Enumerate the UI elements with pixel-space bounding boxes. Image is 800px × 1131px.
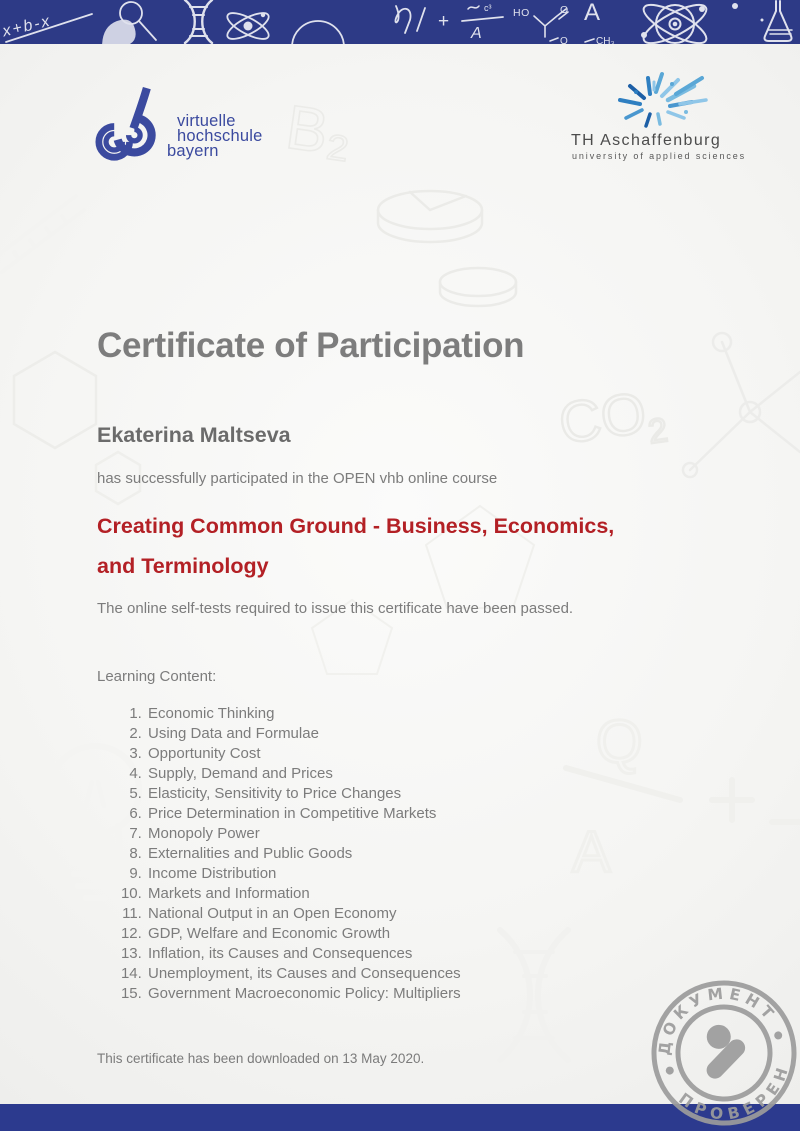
learning-content-item: 7. Monopoly Power — [146, 824, 461, 844]
co2-doodle: $CO_2$ — [555, 379, 670, 457]
learning-content-item: 11. National Output in an Open Economy — [146, 904, 461, 924]
th-logo-subtitle: university of applied sciences — [572, 151, 747, 161]
squiggle-doodle — [395, 6, 425, 33]
atom-icon — [224, 8, 272, 44]
network-doodle — [683, 333, 800, 477]
circle-doodle — [292, 21, 344, 44]
learning-content-item: 6. Price Determination in Competitive Markets — [146, 804, 461, 824]
passed-note: The online self-tests required to issue this certificate have been passed. — [97, 600, 574, 617]
svg-text:O: O — [560, 4, 569, 16]
ruler-doodle — [0, 196, 84, 272]
svg-text:A: A — [471, 25, 482, 42]
learning-content-item: 4. Supply, Demand and Prices — [146, 764, 461, 784]
big-atom-icon — [639, 0, 738, 44]
learning-content-list — [97, 704, 461, 1004]
verification-stamp — [639, 968, 800, 1131]
learning-content-item: 15. Government Macroeconomic Policy: Multipliers — [146, 984, 461, 1004]
learning-content-label: Learning Content: — [97, 668, 217, 685]
download-note: This certificate has been downloaded on 13 May 2020. — [97, 1051, 425, 1066]
learning-content-item: 2. Using Data and Formulae — [146, 724, 461, 744]
svg-text:ПРОВЕРЕН — [672, 1056, 800, 1131]
vhb-word-2: hochschule — [177, 127, 263, 145]
stamp-dot-left — [665, 1066, 675, 1076]
person-icon — [686, 1019, 749, 1082]
magnifier-person-doodle — [103, 2, 156, 44]
learning-content-item: 12. GDP, Welfare and Economic Growth — [146, 924, 461, 944]
vhb-logo-mark — [95, 86, 167, 168]
stamp-dot-right — [773, 1030, 783, 1040]
fraction-doodle — [438, 3, 503, 42]
stamp-top-text: ДОКУМЕНТ — [655, 984, 781, 1057]
th-aschaffenburg-logo — [556, 70, 776, 170]
learning-content-item: 14. Unemployment, its Causes and Consequences — [146, 964, 461, 984]
recipient-name: Ekaterina Maltseva — [97, 423, 291, 447]
th-starburst-icon — [556, 70, 776, 130]
vhb-logo-text — [167, 112, 263, 160]
svg-text:A: A — [572, 820, 611, 885]
course-title: Creating Common Ground - Business, Economics, and Terminology — [97, 514, 615, 578]
vhb-word-3: bayern — [167, 142, 219, 160]
svg-text:Q: Q — [596, 708, 643, 775]
intro-text: has successfully participated in the OPEN vhb online course — [97, 470, 498, 487]
learning-content-item: 1. Economic Thinking — [146, 704, 461, 724]
learning-content-item: 9. Income Distribution — [146, 864, 461, 884]
vhb-word-1: virtuelle — [177, 112, 236, 130]
disc-doodle — [378, 191, 516, 306]
letter-a-doodle: A — [584, 0, 601, 26]
flask-icon — [761, 1, 793, 41]
b2-doodle: B₂ — [281, 92, 357, 171]
certificate-title: Certificate of Participation — [97, 326, 525, 365]
learning-content-item: 13. Inflation, its Causes and Consequences — [146, 944, 461, 964]
learning-content-item: 5. Elasticity, Sensitivity to Price Changes — [146, 784, 461, 804]
learning-content-item: 8. Externalities and Public Goods — [146, 844, 461, 864]
svg-text:CH₃: CH₃ — [596, 36, 615, 44]
learning-content-item: 3. Opportunity Cost — [146, 744, 461, 764]
vhb-logo — [95, 86, 295, 171]
qa-fraction-doodle — [566, 708, 800, 885]
svg-text:+: + — [438, 11, 450, 32]
dna-icon — [185, 0, 212, 43]
formula-doodle — [0, 13, 92, 42]
hexagon-doodle — [14, 352, 96, 448]
stamp-bottom-text: ПРОВЕРЕН — [675, 1060, 794, 1124]
svg-text:c³: c³ — [484, 3, 492, 13]
th-logo-name: TH Aschaffenburg — [571, 132, 722, 149]
svg-text:HO: HO — [513, 7, 530, 19]
svg-text:O: O — [560, 36, 568, 44]
svg-text:x+b-x: x+b-x — [0, 12, 54, 41]
top-banner — [0, 0, 800, 44]
learning-content-item: 10. Markets and Information — [146, 884, 461, 904]
dna-doodle-faint — [500, 930, 568, 1060]
